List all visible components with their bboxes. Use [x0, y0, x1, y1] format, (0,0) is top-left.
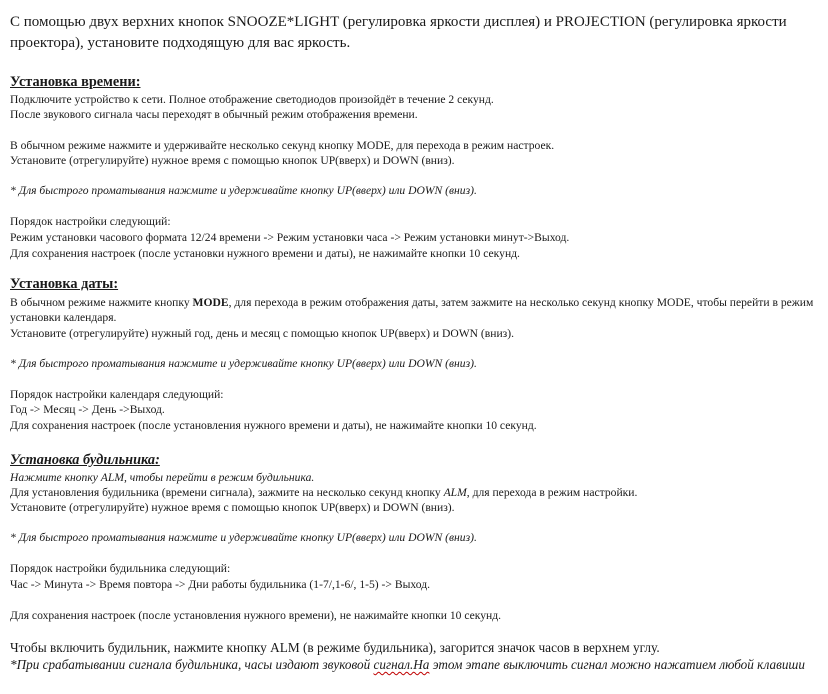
date-note: * Для быстрого проматывания нажмите и удерживайте кнопку UP(вверх) или DOWN (вниз). — [10, 357, 477, 370]
alarm-section-heading: Установка будильника: — [10, 452, 160, 468]
alarm-save-note: Для сохранения настроек (после установления нужного времени), не нажимайте кнопки 10 секунд. — [10, 609, 502, 622]
time-order-title: Порядок настройки следующий: — [10, 215, 171, 228]
alarm-p2-before: Для установления будильника (времени сигнала), зажмите на несколько секунд кнопку — [10, 486, 444, 499]
alarm-signal-line — [10, 657, 805, 672]
date-p1-after: , для перехода в режим отображения даты, затем зажмите на несколько секунд кнопку MODE, чтобы перейти в режим — [228, 296, 814, 309]
time-save-note: Для сохранения настроек (после установки нужного времени и даты), не нажимайте кнопки 10 секунд. — [10, 247, 520, 260]
spellcheck-marked-word: сигнал.На — [373, 657, 430, 672]
date-section-heading: Установка даты: — [10, 276, 119, 292]
alarm-note: * Для быстрого проматывания нажмите и удерживайте кнопку UP(вверх) или DOWN (вниз). — [10, 531, 477, 544]
time-order-steps: Режим установки часового формата 12/24 времени -> Режим установки часа -> Режим установки минут->Выход. — [10, 231, 570, 244]
alarm-p3: Установите (отрегулируйте) нужное время с помощью кнопок UP(вверх) и DOWN (вниз). — [10, 501, 455, 514]
time-section-heading: Установка времени: — [10, 74, 141, 90]
date-save-note: Для сохранения настроек (после установления нужного времени и даты), не нажимайте кнопки 10 секунд. — [10, 419, 537, 432]
intro-line-2: проектора), установите подходящую для вас яркость. — [10, 35, 351, 51]
date-p2: Установите (отрегулируйте) нужный год, день и месяц с помощью кнопок UP(вверх) и DOWN (вниз). — [10, 327, 514, 340]
date-p1-before: В обычном режиме нажмите кнопку — [10, 296, 193, 309]
alarm-p1: Нажмите кнопку ALM, чтобы перейти в режим будильника. — [10, 471, 315, 484]
alarm-order-steps: Час -> Минута -> Время повтора -> Дни работы будильника (1-7/,1-6/, 1-5) -> Выход. — [10, 578, 430, 591]
alarm-p2-alm: ALM — [443, 486, 467, 499]
alarm-signal-before: *При срабатывании сигнала будильника, часы издают звуковой — [10, 657, 374, 672]
time-p3: В обычном режиме нажмите и удерживайте несколько секунд кнопку MODE, для перехода в режим настроек. — [10, 139, 555, 152]
alarm-signal-after: этом этапе выключить сигнал можно нажатием любой клавиши — [429, 657, 805, 672]
alarm-p2-after: , для перехода в режим настройки. — [466, 486, 638, 499]
date-order-steps: Год -> Месяц -> День ->Выход. — [10, 403, 165, 416]
time-p2: После звукового сигнала часы переходят в обычный режим отображения времени. — [10, 108, 418, 121]
time-p4: Установите (отрегулируйте) нужное время с помощью кнопок UP(вверх) и DOWN (вниз). — [10, 154, 455, 167]
alarm-order-title: Порядок настройки будильника следующий: — [10, 562, 231, 575]
enable-alarm-line: Чтобы включить будильник, нажмите кнопку ALM (в режиме будильника), загорится значок часов в верхнем углу. — [10, 640, 660, 655]
time-p1: Подключите устройство к сети. Полное отображение светодиодов произойдёт в течение 2 секунд. — [10, 93, 494, 106]
date-order-title: Порядок настройки календаря следующий: — [10, 388, 224, 401]
date-p1-cont: установки календаря. — [10, 311, 117, 324]
date-p1 — [10, 296, 813, 309]
date-p1-mode: MODE — [192, 296, 229, 309]
alarm-p2 — [10, 486, 637, 499]
intro-line-1: С помощью двух верхних кнопок SNOOZE*LIGHT (регулировка яркости дисплея) и PROJECTION (регулировка яркости — [10, 14, 787, 30]
time-note: * Для быстрого проматывания нажмите и удерживайте кнопку UP(вверх) или DOWN (вниз). — [10, 184, 477, 197]
